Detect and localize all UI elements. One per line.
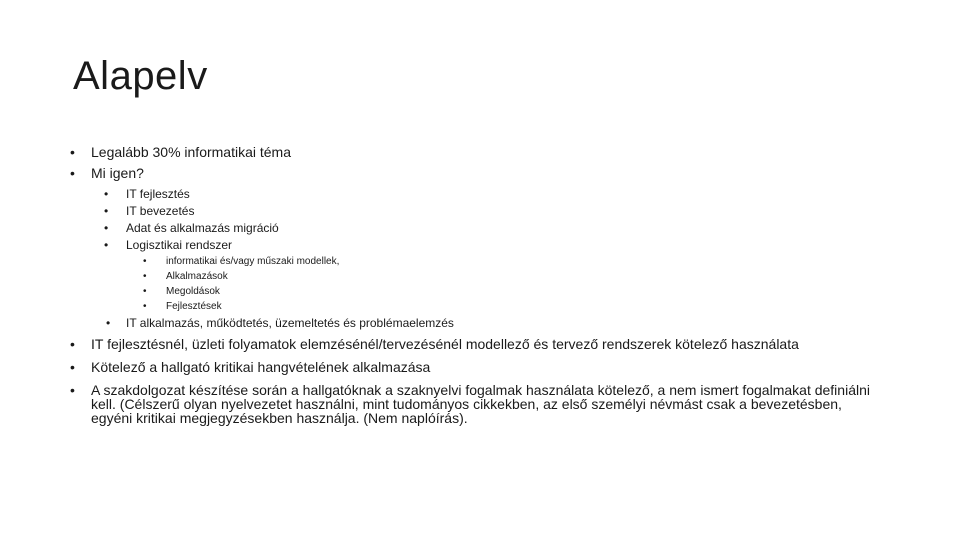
sub-sub-list-item-text: informatikai és/vagy műszaki modellek,: [166, 256, 340, 267]
sub-list-item: [104, 203, 870, 219]
list-item-text: Mi igen?: [91, 165, 144, 181]
slide-title: Alapelv: [73, 54, 208, 98]
list-item: [70, 165, 870, 182]
slide-content: [70, 144, 870, 429]
sub-list-item-text: IT fejlesztés: [126, 187, 190, 201]
sub-list-item: [106, 315, 870, 331]
sub-list-item: [104, 220, 870, 236]
sub-sub-list-item: [143, 255, 870, 269]
list-item-text: IT fejlesztésnél, üzleti folyamatok elemzésénél/tervezésénél modellező és tervező rendszerek kötelező használata: [91, 336, 799, 352]
list-item: [70, 360, 870, 374]
sub-sub-bullet-list: [126, 255, 870, 314]
bullet-icon: •: [70, 359, 75, 375]
sub-list-item-text: IT alkalmazás, működtetés, üzemeltetés és problémaelemzés: [126, 316, 454, 330]
bullet-icon: •: [70, 165, 75, 181]
bullet-list: [70, 144, 870, 182]
sub-list-item-text: IT bevezetés: [126, 204, 195, 218]
sub-sub-list-item: [143, 270, 870, 284]
sub-sub-list-item: [143, 300, 870, 314]
bullet-icon: •: [70, 382, 75, 398]
bullet-icon: •: [70, 336, 75, 352]
list-item: [70, 144, 870, 161]
bullet-icon: •: [143, 301, 147, 312]
bullet-icon: •: [104, 238, 109, 252]
bullet-icon: •: [143, 271, 147, 282]
sub-sub-list-item-text: Fejlesztések: [166, 301, 222, 312]
bullet-icon: •: [143, 256, 147, 267]
sub-list-item-text: Adat és alkalmazás migráció: [126, 221, 279, 235]
bullet-icon: •: [70, 144, 75, 160]
bottom-bullet-list: [70, 337, 870, 425]
sub-sub-list-item-text: Megoldások: [166, 286, 220, 297]
list-item: [70, 337, 870, 351]
bullet-icon: •: [104, 187, 109, 201]
bullet-icon: •: [106, 316, 111, 330]
bullet-icon: •: [143, 286, 147, 297]
sub-list-item: [104, 237, 870, 314]
sub-sub-list-item-text: Alkalmazások: [166, 271, 228, 282]
sub-list-item-text: Logisztikai rendszer: [126, 238, 233, 252]
bullet-icon: •: [104, 204, 109, 218]
sub-list-item: [104, 186, 870, 202]
list-item: [70, 383, 870, 425]
list-item-text: A szakdolgozat készítése során a hallgatóknak a szaknyelvi fogalmak használata kötelező, a nem ismert fogalmakat definiálni kell. (Célszerű olyan nyelvezetet használni, mint tudományos cikkekben, az első személyi névmást csak a bevezetésben, egyéni kritikai megjegyzésekben használja. (Nem naplóírás).: [91, 382, 870, 426]
sub-bullet-list: [70, 186, 870, 331]
list-item-text: Kötelező a hallgató kritikai hangvételének alkalmazása: [91, 359, 431, 375]
bullet-icon: •: [104, 221, 109, 235]
sub-sub-list-item: [143, 285, 870, 299]
list-item-text: Legalább 30% informatikai téma: [91, 144, 292, 160]
